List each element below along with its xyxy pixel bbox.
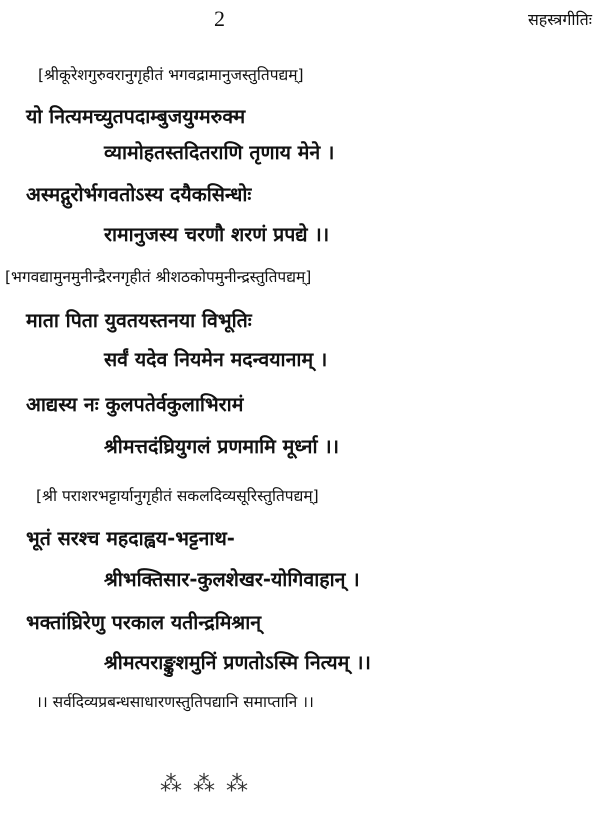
verse-line: अस्मद्गुरोर्भगवतोऽस्य दयैकसिन्धोः (26, 183, 252, 206)
running-head: सहस्त्रगीतिः (527, 10, 592, 29)
verse-line: श्रीभक्तिसार-कुलशेखर-योगिवाहान् । (104, 568, 360, 591)
verse-line: श्रीमत्तदंघ्रियुगलं प्रणमामि मूर्ध्ना ।। (104, 435, 340, 458)
page-number: 2 (214, 6, 225, 31)
verse-line: यो नित्यमच्युतपदाम्बुजयुग्मरुक्म (26, 105, 246, 128)
verse-line: व्यामोहतस्तदितराणि तृणाय मेने । (104, 141, 335, 164)
verse-line: रामानुजस्य चरणौ शरणं प्रपद्ये ।। (104, 223, 330, 246)
verse-line: सर्वं यदेव नियमेन मदन्वयानाम् । (104, 348, 328, 371)
section-heading: [श्री पराशरभट्टार्यानुगृहीतं सकलदिव्यसूरिस्तुतिपद्यम्] (36, 487, 319, 505)
verse-line: भूतं सरश्च महदाह्वय-भट्टनाथ- (26, 527, 235, 550)
verse-line: आद्यस्य नः कुलपतेर्वकुलाभिरामं (26, 393, 244, 416)
verse-line: श्रीमत्पराङ्कुशमुनिं प्रणतोऽस्मि नित्यम् ।। (104, 651, 371, 674)
colophon: ।। सर्वदिव्यप्रबन्धसाधारणस्तुतिपद्यानि समाप्तानि ।। (36, 693, 314, 711)
ornament-icon: ⁂ ⁂ ⁂ (160, 772, 250, 797)
verse-line: भक्तांघ्रिरेणु परकाल यतीन्द्रमिश्रान् (26, 611, 262, 634)
verse-line: माता पिता युवतयस्तनया विभूतिः (26, 309, 252, 332)
section-heading: [भगवद्यामुनमुनीन्द्रैरनगृहीतं श्रीशठकोपमुनीन्द्रस्तुतिपद्यम्] (5, 268, 312, 286)
section-heading: [श्रीकूरेशगुरुवरानुगृहीतं भगवद्रामानुजस्तुतिपद्यम्] (38, 66, 304, 84)
